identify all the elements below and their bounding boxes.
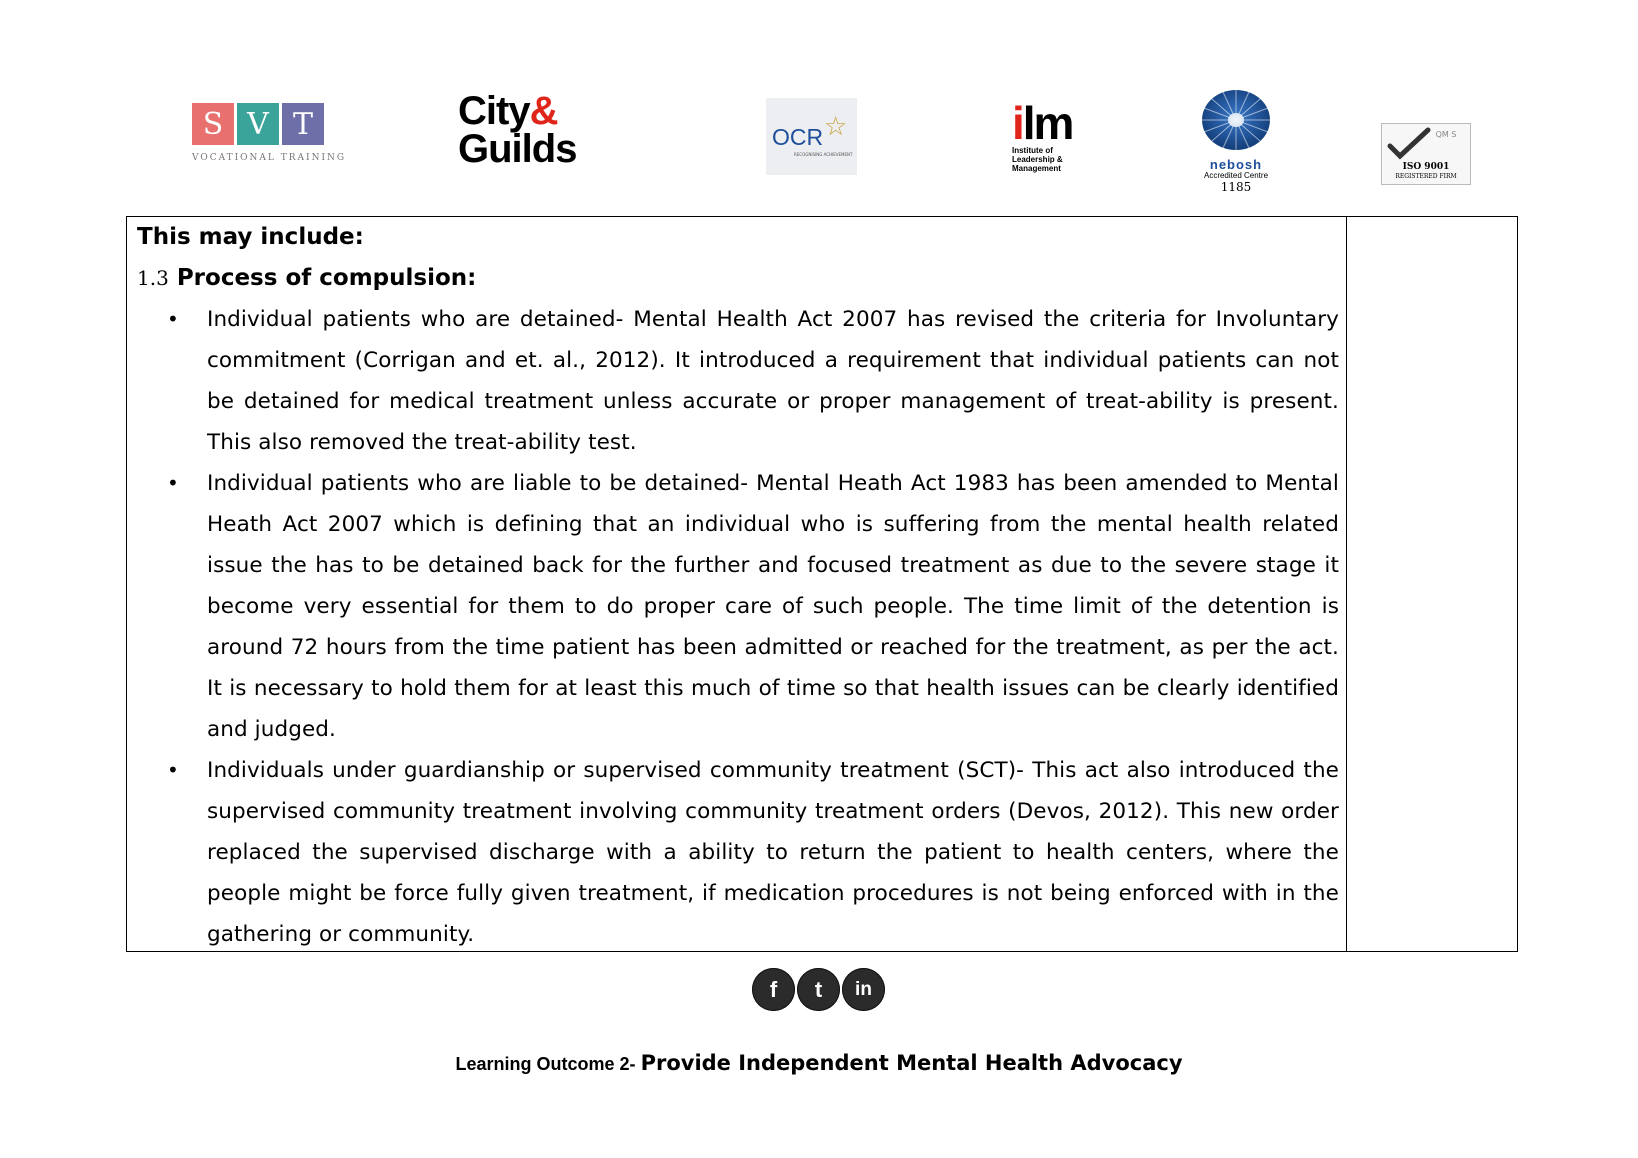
intro-heading: This may include: — [137, 224, 364, 250]
cg-line1: City — [458, 89, 530, 133]
ilm-mark-i: i — [1012, 97, 1023, 149]
list-item-text: Individuals under guardianship or supervised community treatment (SCT)- This act also introduced the supervised community treatment involving community treatment orders (Devos, 2012). This new order replaced the supervised discharge with a ability to return the patient to health centers, where the people might be force fully given treatment, if medication procedures is not being enforced with in the gathering or community. — [207, 758, 1339, 947]
ilm-mark-rest: lm — [1022, 97, 1073, 149]
svt-letter-v: V — [237, 103, 279, 145]
iso-sublabel: REGISTERED FIRM — [1395, 173, 1457, 180]
cg-amp: & — [529, 89, 558, 133]
nebosh-accredited: Accredited Centre — [1203, 171, 1269, 180]
qms-mark: QM S — [1435, 130, 1457, 139]
bullet-icon: • — [167, 471, 179, 495]
nebosh-logo — [1194, 88, 1278, 193]
section-number: 1.3 — [137, 266, 169, 290]
social-links — [752, 968, 884, 1012]
logo-bar — [0, 0, 1638, 200]
ocr-tag: RECOGNISING ACHIEVEMENT — [794, 152, 853, 157]
checkmark-icon — [1386, 126, 1434, 164]
footer — [0, 1051, 1638, 1075]
svt-tagline: VOCATIONAL TRAINING — [192, 153, 347, 163]
list-item — [137, 463, 1339, 750]
facebook-icon[interactable]: f — [752, 968, 795, 1011]
ocr-logo — [766, 98, 857, 175]
bullet-icon: • — [167, 758, 179, 782]
nebosh-number: 1185 — [1220, 180, 1252, 194]
star-icon: ☆ — [824, 112, 848, 142]
list-item — [137, 299, 1339, 463]
ilm-logo — [1012, 97, 1082, 173]
list-item-text: Individual patients who are liable to be detained- Mental Heath Act 1983 has been amended to Mental Heath Act 2007 which is defining that an individual who is suffering from the mental health related issue the has to be detained back for the further and focused treatment as due to the severe stage it become very essential for them to do proper care of such people. The time limit of the detention is around 72 hours from the time patient has been admitted or reached for the treatment, as per the act. It is necessary to hold them for at least this much of time so that health issues can be clearly identified and judged. — [207, 471, 1339, 742]
list-item-text: Individual patients who are detained- Mental Health Act 2007 has revised the criteria for Involuntary commitment (Corrigan and et. al., 2012). It introduced a requirement that individual patients can not be detained for medical treatment unless accurate or proper management of treat-ability is present. This also removed the treat-ability test. — [207, 307, 1339, 455]
linkedin-icon[interactable]: in — [842, 968, 885, 1011]
section-title: Process of compulsion: — [176, 265, 477, 291]
globe-icon — [1197, 88, 1275, 154]
footer-prefix: Learning Outcome 2- — [455, 1054, 636, 1074]
iso-logo — [1381, 123, 1471, 185]
ilm-sub-line: Leadership & — [1012, 155, 1063, 164]
svt-letter-s: S — [192, 103, 234, 145]
column-divider — [1346, 217, 1347, 951]
section-heading — [137, 258, 1339, 299]
bullet-list — [137, 299, 1339, 955]
ocr-text: OCR — [772, 124, 824, 150]
list-item — [137, 750, 1339, 955]
cg-line2: Guilds — [458, 127, 577, 171]
footer-title: Provide Independent Mental Health Advocacy — [640, 1051, 1183, 1075]
content-table — [126, 216, 1518, 952]
nebosh-name: nebosh — [1209, 157, 1263, 172]
city-guilds-logo — [458, 89, 578, 171]
ilm-sub-line: Management — [1012, 164, 1061, 173]
ilm-sub-line: Institute of — [1012, 146, 1053, 155]
twitter-icon[interactable]: t — [797, 968, 840, 1011]
svt-logo — [192, 103, 347, 163]
content-cell — [137, 217, 1339, 955]
bullet-icon: • — [167, 307, 179, 331]
svt-letter-t: T — [282, 103, 324, 145]
iso-label: ISO 9001 — [1402, 162, 1450, 172]
